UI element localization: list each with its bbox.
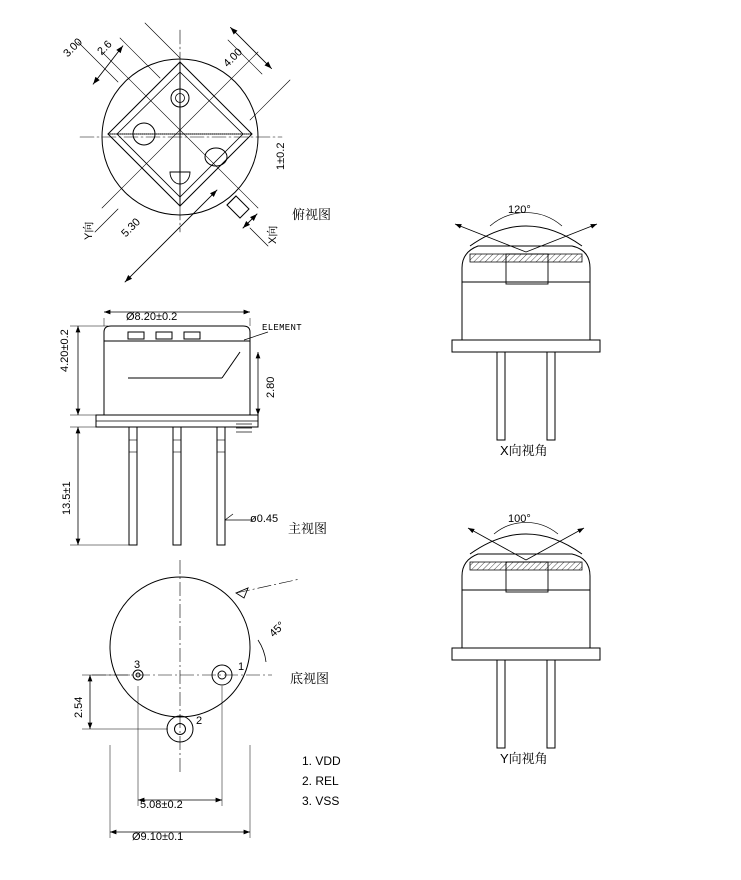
view-label-y-direction: Y向视角 xyxy=(500,751,548,766)
dim-front-lead-diameter: ø0.45 xyxy=(250,513,279,525)
y-direction-view-geometry xyxy=(452,522,600,748)
front-view-geometry xyxy=(70,312,268,545)
pin-number-3: 3 xyxy=(134,659,141,671)
view-label-bottom: 底视图 xyxy=(290,671,330,686)
dim-top-5-30: 5.30 xyxy=(119,216,143,240)
dim-top-2-6: 2.6 xyxy=(95,38,115,58)
dim-front-2-80: 2.80 xyxy=(265,376,277,398)
view-label-top: 俯视图 xyxy=(292,207,332,222)
pin-number-2: 2 xyxy=(196,715,203,727)
dim-top-3-00: 3.00 xyxy=(61,36,85,60)
top-view-geometry xyxy=(78,23,290,282)
pin-list-item-1: 1. VDD xyxy=(302,754,341,768)
dim-top-4-00: 4.00 xyxy=(221,46,245,70)
bottom-view-geometry xyxy=(82,560,300,838)
dim-top-1-tolerance: 1±0.2 xyxy=(275,142,287,170)
angle-x-direction: 120° xyxy=(508,204,531,216)
dim-bottom-angle-45: 45° xyxy=(267,619,288,640)
pin-list-item-2: 2. REL xyxy=(302,774,339,788)
pin-number-1: 1 xyxy=(238,661,245,673)
label-element: ELEMENT xyxy=(262,323,302,333)
dim-bottom-diameter: Ø9.10±0.1 xyxy=(132,831,184,843)
dim-bottom-5-08: 5.08±0.2 xyxy=(140,799,183,811)
dim-front-lead-length: 13.5±1 xyxy=(61,481,73,515)
dim-bottom-2-54: 2.54 xyxy=(73,696,85,718)
view-label-x-direction: X向视角 xyxy=(500,443,548,458)
axis-label-y: Y向 xyxy=(83,221,95,240)
x-direction-view-geometry xyxy=(452,213,600,440)
axis-label-x: X向 xyxy=(267,225,279,244)
pin-list-item-3: 3. VSS xyxy=(302,794,340,808)
dim-front-diameter: Ø8.20±0.2 xyxy=(126,311,178,323)
view-label-front: 主视图 xyxy=(288,521,328,536)
dim-front-height: 4.20±0.2 xyxy=(59,329,71,372)
angle-y-direction: 100° xyxy=(508,513,531,525)
